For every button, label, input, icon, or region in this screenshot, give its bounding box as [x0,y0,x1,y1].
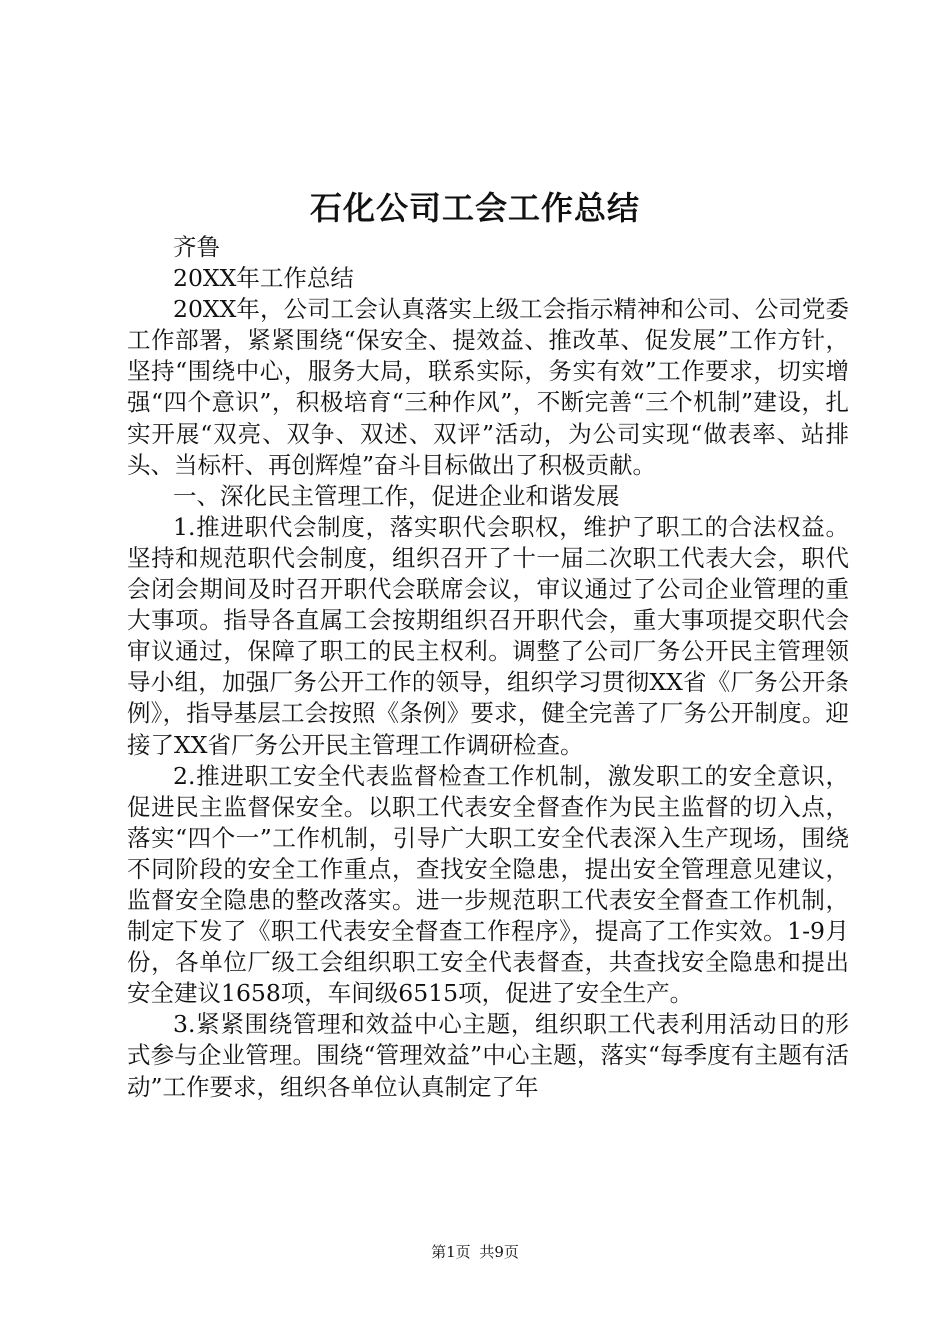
intro-paragraph: 20XX年，公司工会认真落实上级工会指示精神和公司、公司党委工作部署，紧紧围绕“保安全、提效益、推改革、促发展”工作方针，坚持“围绕中心，服务大局，联系实际，务实有效”工作要求，切实增强“四个意识”，积极培育“三种作风”，不断完善“三个机制”建设，扎实开展“双亮、双争、双述、双评”活动，为公司实现“做表率、站排头、当标杆、再创辉煌”奋斗目标做出了积极贡献。 [127,295,849,479]
section-heading: 一、深化民主管理工作，促进企业和谐发展 [173,481,620,510]
body-paragraph: 1.推进职代会制度，落实职代会职权，维护了职工的合法权益。坚持和规范职代会制度，组织召开了十一届二次职工代表大会，职代会闭会期间及时召开职代会联席会议，审议通过了公司企业管理的重大事项。指导各直属工会按期组织召开职代会，重大事项提交职代会审议通过，保障了职工的民主权利。调整了公司厂务公开民主管理领导小组，加强厂务公开工作的领导，组织学习贯彻XX省《厂务公开条例》，指导基层工会按照《条例》要求，健全完善了厂务公开制度。迎接了XX省厂务公开民主管理工作调研检查。 [127,512,849,759]
body-paragraph: 3.紧紧围绕管理和效益中心主题，组织职工代表利用活动日的形式参与企业管理。围绕“管理效益”中心主题，落实“每季度有主题有活动”工作要求，组织各单位认真制定了年 [127,1010,849,1101]
page-footer [0,1242,950,1262]
subtitle-line: 20XX年工作总结 [173,264,354,293]
page-total: 共9页 [479,1243,519,1261]
author-line: 齐鲁 [173,233,220,261]
document-title: 石化公司工会工作总结 [309,189,640,227]
document-body [127,232,849,1103]
body-paragraph: 2.推进职工安全代表监督检查工作机制，激发职工的安全意识，促进民主监督保安全。以职工代表安全督查作为民主监督的切入点，落实“四个一”工作机制，引导广大职工安全代表深入生产现场，围绕不同阶段的安全工作重点，查找安全隐患，提出安全管理意见建议，监督安全隐患的整改落实。进一步规范职工代表安全督查工作机制，制定下发了《职工代表安全督查工作程序》，提高了工作实效。1-9月份，各单位厂级工会组织职工安全代表督查，共查找安全隐患和提出安全建议1658项，车间级6515项，促进了安全生产。 [127,761,849,1008]
page-number: 第1页 [431,1243,471,1261]
